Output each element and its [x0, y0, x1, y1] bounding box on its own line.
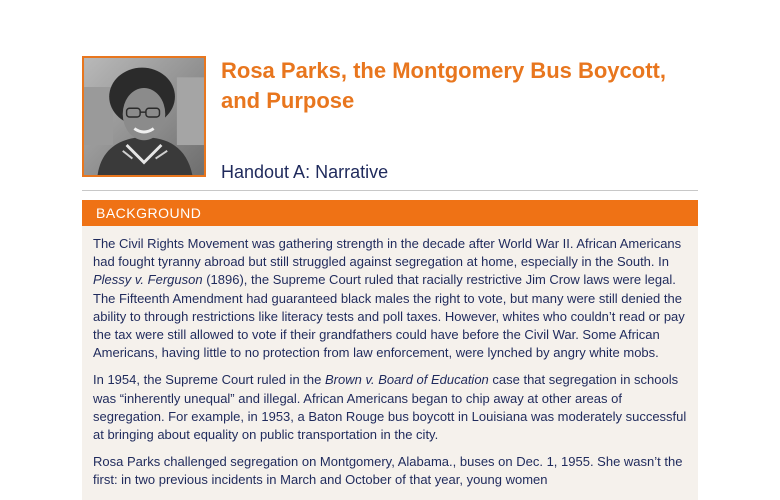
portrait-illustration [84, 58, 204, 175]
page-title: Rosa Parks, the Montgomery Bus Boycott, and Purpose [221, 58, 666, 113]
paragraph-2-text-a: In 1954, the Supreme Court ruled in the [93, 372, 325, 388]
section-heading-bar [82, 200, 698, 226]
paragraph-3: Rosa Parks challenged segregation on Montgomery, Alabama., buses on Dec. 1, 1955. She wasn’t the first: in two previous incidents in March and October of that year, young women [93, 454, 683, 488]
paragraph-2-text-b: case that segregation in schools was “inherently unequal” and illegal. African Americans began to chip away at other areas of segregation. For example, in 1953, a Baton Rouge bus boycott in Louisiana was moderately successful at bringing about equality on public transportation in the city. [93, 372, 687, 443]
case-name-brown: Brown v. Board of Education [324, 372, 489, 388]
rosa-parks-portrait [82, 56, 206, 177]
paragraph-2 [93, 371, 687, 444]
handout-subtitle: Handout A: Narrative [221, 162, 389, 182]
paragraph-1-text-b: (1896), the Supreme Court ruled that racially restrictive Jim Crow laws were legal. The Fifteenth Amendment had guaranteed black males the right to vote, but many were still denied the ability to through restrictions like literacy tests and poll taxes. However, whites who couldn’t read or pay the tax were still allowed to vote if their grandfathers could have before the Civil War. Some African Americans, having little to no protection from law enforcement, were lynched by angry white mobs. [93, 272, 685, 361]
narrative-panel [82, 226, 698, 500]
header-divider [82, 190, 698, 191]
section-heading: BACKGROUND [96, 205, 202, 221]
paragraph-1-text-a: The Civil Rights Movement was gathering strength in the decade after World War II. African Americans had fought tyranny abroad but still struggled against segregation at home, especially in the South. In [93, 236, 682, 270]
case-name-plessy: Plessy v. Ferguson [93, 272, 203, 288]
paragraph-1 [93, 235, 687, 362]
